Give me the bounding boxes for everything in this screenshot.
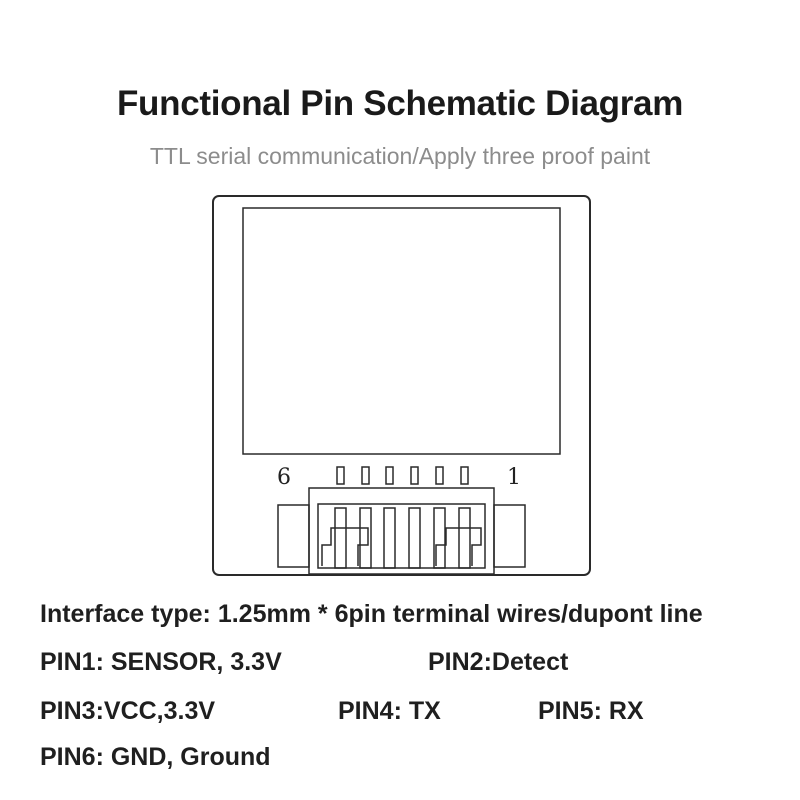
contact [409,508,420,568]
pin-header-2 [436,467,443,484]
pin-label-6: 6 [277,465,291,490]
pin1-spec: PIN1: SENSOR, 3.3V [40,648,282,676]
pin-header-4 [386,467,393,484]
pin5-spec: PIN5: RX [538,697,644,725]
display-area [243,208,560,454]
connector-inner [318,504,485,568]
page-title: Functional Pin Schematic Diagram [116,84,684,123]
pin2-spec: PIN2:Detect [428,648,569,676]
contact [459,508,470,568]
pin-header-5 [362,467,369,484]
pin6-spec: PIN6: GND, Ground [40,743,271,771]
pin-label-1: 1 [507,465,521,490]
pin-header-1 [461,467,468,484]
connector-outer [309,488,494,574]
contact [360,508,371,568]
contact [335,508,346,568]
connector [278,488,525,574]
pin3-spec: PIN3:VCC,3.3V [40,697,216,725]
pin4-spec: PIN4: TX [338,697,441,725]
pin-header-6 [337,467,344,484]
pin-header-3 [411,467,418,484]
contact [384,508,395,568]
board-outline [213,196,590,575]
connector-latch-right [494,505,525,567]
page-subtitle: TTL serial communication/Apply three proof paint [149,143,651,169]
pin-headers [337,467,468,484]
interface-type: Interface type: 1.25mm * 6pin terminal wires/dupont line [40,600,703,628]
lock-tab-left [322,528,368,566]
connector-latch-left [278,505,309,567]
